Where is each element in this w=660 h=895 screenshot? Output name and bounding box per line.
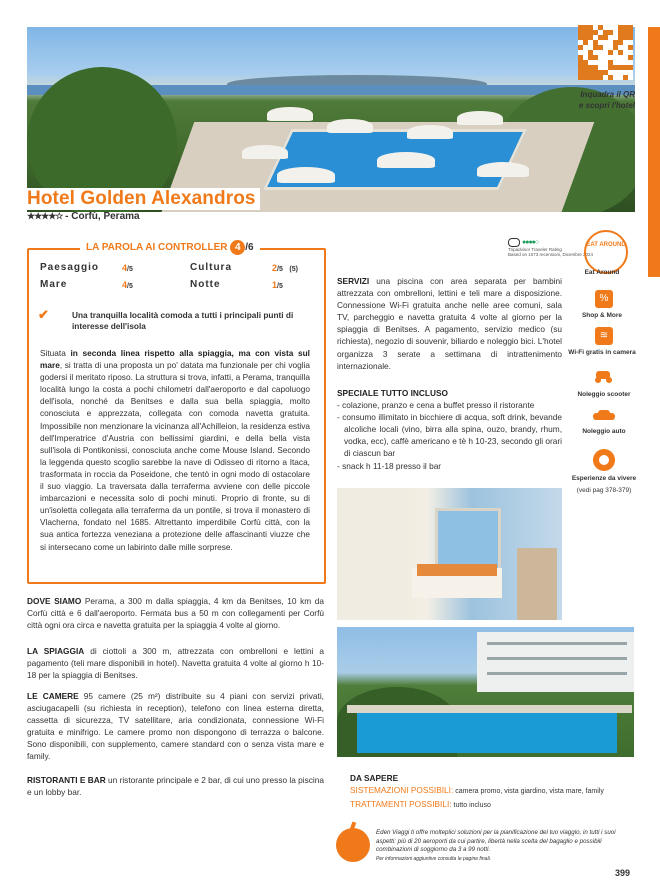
- qr-module: [598, 75, 603, 80]
- speciale-item: - snack h 11-18 presso il bar: [337, 460, 442, 471]
- qr-module: [583, 40, 588, 45]
- controller-heading: LA PAROLA AI CONTROLLER 4 /6: [80, 240, 260, 255]
- footer-note: Eden Viaggi ti offre molteplici soluzioni per la pianificazione del tuo viaggio, in tutti i suoi aspetti: più di 20 aeroporti da cui partire, libertà nella scelta del bagaglio e possibili combinazioni di soggiorno da 3 a 99 notti. Per informazioni aggiuntive consulta le pagine finali.: [376, 829, 616, 862]
- rating-bubbles-icon: ●●●●○: [522, 239, 539, 246]
- qr-module: [623, 75, 628, 80]
- shop-label: Shop & More: [581, 312, 623, 319]
- room-photo: [337, 488, 562, 620]
- qr-module: [608, 50, 613, 55]
- experience-label: Esperienze da vivere: [571, 475, 637, 482]
- rating-value: 2/5 (5): [272, 263, 298, 273]
- rating-label: Mare: [40, 279, 68, 290]
- tripadvisor-rating: ●●●●○ Tripadvisor Traveler Rating Based on 1073 recensioni, Dicembre 2024: [508, 239, 594, 257]
- rating-value: 1/5: [272, 280, 283, 290]
- qr-module: [628, 45, 633, 50]
- qr-module: [628, 35, 633, 40]
- check-icon: ✔: [38, 307, 49, 322]
- qr-module: [618, 50, 623, 55]
- experience-icon: [593, 449, 615, 471]
- qr-module: [603, 35, 608, 40]
- section-camere: LE CAMERE 95 camere (25 m²) distribuite su 4 piani con servizi privati, asciugacapelli (su richiesta in reception), telefono con linea esterna diretta, cassetta di sicurezza, TV satellitare, aria condizionata, connessione Wi-Fi gratuita e minifrigo. Le camere promo non dispongono di terrazza o balcone. Sono disponibili, con supplemento, camere standard con o senza vista mare e family.: [27, 691, 324, 762]
- rating-value: 4/5: [122, 263, 133, 273]
- rating-label: Paesaggio: [40, 262, 100, 273]
- qr-module: [593, 55, 598, 60]
- apple-logo-icon: [336, 828, 370, 862]
- wifi-icon: ≋: [595, 327, 613, 345]
- controller-highlight: Una tranquilla località comoda a tutti i principali punti di interesse dell'isola: [72, 310, 294, 331]
- qr-caption: Inquadra il QR e scopri l'hotel: [578, 90, 635, 110]
- qr-module: [578, 45, 583, 50]
- hotel-subtitle: [27, 211, 140, 222]
- hotel-title: Hotel Golden Alexandros: [27, 188, 260, 210]
- car-label: Noleggio auto: [582, 428, 626, 435]
- qr-module: [598, 45, 603, 50]
- section-spiaggia: LA SPIAGGIA di ciottoli a 300 m, attrezzata con ombrelloni e lettini a pagamento (teli mare disponibili in hotel). Navetta gratuita 4 volte al giorno h 10-18 per la spiaggia di Benitses.: [27, 646, 324, 681]
- controller-score-badge: 4: [230, 240, 245, 255]
- rating-label: Notte: [190, 279, 221, 290]
- pool-photo: [337, 627, 634, 757]
- section-da-sapere: DA SAPERE SISTEMAZIONI POSSIBILI: camera promo, vista giardino, vista mare, family TRATTAMENTI POSSIBILI: tutto incluso: [350, 773, 604, 810]
- star-rating: ★★★★☆: [27, 211, 63, 221]
- qr-module: [628, 55, 633, 60]
- qr-module: [608, 75, 613, 80]
- qr-module: [628, 65, 633, 70]
- hotel-location: - Corfù, Perama: [65, 211, 140, 222]
- scooter-label: Noleggio scooter: [577, 391, 631, 398]
- section-speciale: SPECIALE TUTTO INCLUSO - colazione, pranzo e cena a buffet presso il ristorante - consumo illimitato in bicchiere di acqua, soft drink, bevande alcoliche locali (vino, birra alla spina, ouzo, brandy, rhum, vodka, ecc), caffè americano e tè h 10-23, secondo gli orari di ciascun bar - snack h 11-18 presso il bar: [337, 388, 562, 471]
- page-number: 399: [615, 868, 631, 878]
- qr-code[interactable]: [578, 25, 633, 80]
- section-ristoranti: RISTORANTI E BAR un ristorante principale e 2 bar, di cui uno presso la piscina e un lobby bar.: [27, 775, 325, 798]
- tripadvisor-owl-icon: [508, 238, 520, 247]
- speciale-item: - colazione, pranzo e cena a buffet presso il ristorante: [337, 400, 535, 411]
- section-tab: [648, 27, 660, 277]
- controller-text: Situata in seconda linea rispetto alla spiaggia, ma con vista sul mare, si tratta di una proposta un po' datata ma funzionale per chi voglia godersi il meritato riposo. La struttura si trova, infatti, a Perama, tranquilla località lungo la costa a pochi chilometri dall'aeroporto e dal capoluogo dell'isola, nonché da Benitses e dalla sua bella spiaggia, molto conosciuta e apprezzata, collegata con comoda navetta gratuita. Impossibile non menzionare la vicinanza all'Achilleion, la residenza estiva dell'Imperatrice d'Austria con bellissimi giardini, e della bella vista sull'isola di Pontikonissi, conosciuta anche come Mouse Island. Secondo la leggenda questo scoglio sarebbe la nave di Odisseo di ritorno a Itaca, trasformata in roccia da Poseidone, che tentò in ogni modo di ostacolare il suo viaggio. La traversata dalla terraferma avviene con delle piccole imbarcazioni e necessita solo di pochi minuti. Proprio di fronte, su di un'isoletta collegata alla terraferma da un pontile, si trova il monastero di Vlacherna, fondato nel 1685. Altrettanto imperdibile Corfù città, con la sua antica fortezza veneziana a protezione delle affascinanti viuzze che si intersecano come un labirinto dalle mille sorprese.: [40, 348, 310, 552]
- qr-module: [618, 40, 623, 45]
- wifi-label: Wi-Fi gratis in camera: [568, 349, 636, 356]
- experience-pages: (vedi pag 378-379): [576, 487, 632, 494]
- shopping-bag-icon: %: [595, 290, 613, 308]
- qr-module: [608, 30, 613, 35]
- scooter-icon: [594, 371, 614, 383]
- rating-label: Cultura: [190, 262, 232, 273]
- eat-around-badge: EAT AROUND: [584, 230, 628, 274]
- section-servizi: SERVIZI una piscina con area separata per bambini attrezzata con ombrelloni, lettini e teli mare a disposizione. Connessione Wi-Fi gratuita anche nelle aree comuni, sala TV, parcheggio e navetta gratuita 4 volte al giorno per la spiaggia di Benitses. A pagamento, servizio medico (su richiesta), negozio di souvenir, biliardo e noleggio bici. L'hotel organizza 3 serate a settimana di intrattenimento internazionale.: [337, 276, 562, 371]
- rating-value: 4/5: [122, 280, 133, 290]
- hotel-hero-photo: [27, 27, 635, 212]
- car-icon: [593, 410, 615, 422]
- speciale-item: - consumo illimitato in bicchiere di acqua, soft drink, bevande alcoliche locali (vino, birra alla spina, ouzo, brandy, rhum, vodka, ecc), caffè americano e tè h 10-23, secondo gli orari di ciascun bar: [337, 412, 562, 459]
- eat-around-label: Eat Around: [584, 269, 620, 276]
- section-dove-siamo: DOVE SIAMO Perama, a 300 m dalla spiaggia, 4 km da Benitses, 10 km da Corfù città e 6 dall'aeroporto. Fermata bus a 50 m con collegamenti per Corfù città ogni ora circa e navetta gratuita per la spiaggia 4 volte al giorno.: [27, 596, 325, 631]
